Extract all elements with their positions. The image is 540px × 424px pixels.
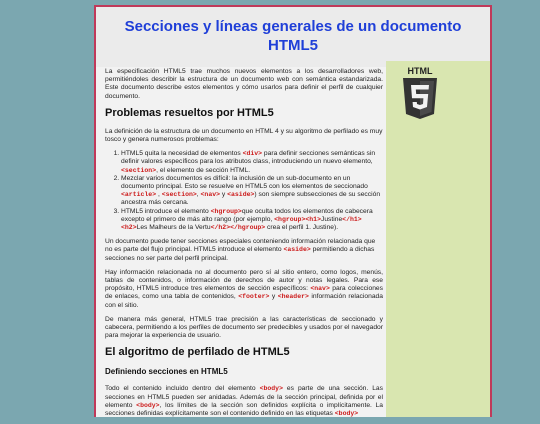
list-item-text: para definir secciones semánticas sin definir valores específicos para los atributos class, introduciendo un nuevo elemento,	[121, 150, 376, 166]
page-title-line2: HTML5	[268, 37, 318, 54]
heading-algorithm: El algoritmo de perfilado de HTML5	[105, 346, 290, 359]
list-item-text: crea el perfil 1. Justine).	[265, 224, 339, 232]
code-snippet: <nav>	[310, 285, 330, 293]
page	[94, 5, 492, 417]
code-snippet: <h2>	[121, 224, 137, 232]
nav-paragraph	[105, 269, 383, 310]
code-snippet: <hgroup>	[210, 207, 242, 215]
heading-problems: Problemas resueltos por HTML5	[105, 106, 274, 119]
code-snippet: </h2></hgroup>	[210, 224, 266, 232]
list-item-text: y	[220, 191, 228, 199]
code-snippet: </h1>	[342, 215, 362, 223]
list-item-text: , el elemento de sección HTML.	[156, 166, 251, 174]
code-snippet: <header>	[277, 293, 309, 301]
heading-defining-sections: Definiendo secciones en HTML5	[105, 367, 228, 377]
html5-logo-icon	[400, 64, 440, 122]
code-snippet: <div>	[242, 150, 263, 158]
list-item-text: ) son siempre subsecciones de su sección ancestra más cercana.	[121, 191, 381, 207]
paragraph-text: Hay información relacionada no al documento pero sí al sitio entero, como logos, menús, tablas de contenidos, o información de derechos de autor y notas legales. Para ese propósito, HTML5 introduce tres elementos de sección específicos:	[105, 268, 383, 293]
code-snippet: <aside>	[227, 191, 255, 199]
paragraph-text: información relacionada con el sitio.	[105, 293, 383, 309]
body-paragraph	[105, 385, 383, 418]
code-snippet: <body>	[136, 401, 160, 409]
problems-intro-paragraph: La definición de la estructura de un documento en HTML 4 y su algoritmo de perfilado es muy tosco y genera numerosos problemas:	[105, 127, 383, 144]
list-item-text: Justine	[320, 215, 343, 223]
code-snippet: <article>	[121, 191, 157, 199]
list-item-text: ,	[196, 191, 201, 199]
code-snippet: <section>	[121, 166, 157, 174]
main-content	[105, 68, 383, 424]
code-snippet: <body>	[259, 385, 283, 393]
list-item-text: ,	[156, 191, 162, 199]
list-item-text: Mezclar varios documentos es difícil: la inclusión de un sub-documento en un documento principal. Esto se resuelve en HTML5 con los elementos de seccionado	[121, 174, 368, 191]
paragraph-text: permitiendo a dichas secciones no ser parte del perfil principal.	[105, 246, 375, 262]
code-snippet: <footer>	[238, 293, 270, 301]
code-snippet: <body>	[334, 410, 359, 418]
sidebar	[386, 61, 490, 417]
list-item-text: HTML5 quita la necesidad de elementos	[121, 150, 243, 158]
header	[96, 7, 490, 67]
list-item	[121, 150, 383, 175]
paragraph-text: , los límites de la sección son definidos explícita o implícitamente. La secciones definidas explícitamente son el contenido definido en las etiquetas	[105, 401, 383, 418]
paragraph-text: es parte de una sección. Las secciones en HTML5 pueden ser anidadas. Además de la sección principal, definida por el elemento	[105, 385, 383, 409]
list-item-text: Les Malheurs de la Vertu	[136, 224, 211, 232]
page-title	[96, 7, 490, 55]
intro-paragraph: La especificación HTML5 trae muchos nuevos elementos a los desarrolladores web, permitiéndoles describir la estructura de un documento web con semántica estandarizada. Este documento describe estos elementos y cómo usarlos para definir el perfil de cualquier documento.	[105, 68, 383, 100]
paragraph-text: y	[269, 293, 278, 301]
list-item	[121, 208, 383, 233]
paragraph-text: para colecciones de enlaces, como una tabla de contenidos,	[105, 285, 383, 301]
summary-paragraph: De manera más general, HTML5 trae precisión a las características de seccionado y cabecera, permitiendo a los perfiles de documento ser predecibles y usados por el navegador para mejorar la experiencia de usuario.	[105, 315, 383, 340]
list-item-text: HTML5 introduce el elemento	[121, 207, 211, 215]
aside-paragraph	[105, 238, 383, 263]
code-snippet: <nav>	[200, 191, 221, 199]
logo-number: 5	[420, 64, 421, 65]
code-snippet: <hgroup><h1>	[274, 215, 321, 223]
logo-text: HTML	[407, 66, 433, 76]
list-item-text: que oculta todos los elementos de cabecera excepto el primero de más alto rango (por ejemplo,	[121, 207, 373, 223]
problems-list	[105, 150, 383, 232]
paragraph-text: Un documento puede tener secciones especiales conteniendo información relacionada que no es parte del flujo principal. HTML5 introduce el elemento	[105, 238, 376, 254]
code-snippet: <aside>	[283, 246, 311, 254]
page-title-line1: Secciones y líneas generales de un documento	[124, 18, 462, 35]
list-item	[121, 175, 383, 208]
paragraph-text: Todo el contenido incluido dentro del elemento	[105, 385, 260, 393]
code-snippet: <section>	[161, 191, 197, 199]
